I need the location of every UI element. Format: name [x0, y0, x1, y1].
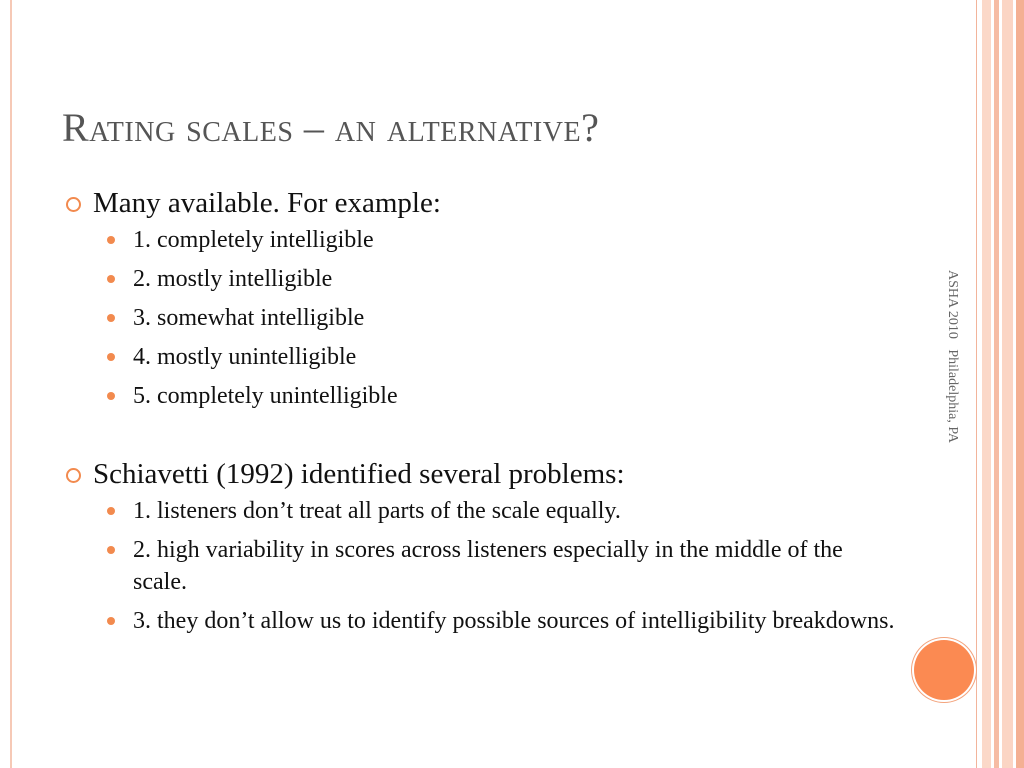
right-decorative-stripes — [976, 0, 1024, 768]
spacer — [66, 419, 896, 453]
list-item — [107, 380, 896, 412]
slide-title: Rating scales – an alternative? — [62, 105, 600, 150]
dot-bullet-icon — [107, 546, 115, 554]
bullet-text: Schiavetti (1992) identified several problems: — [93, 458, 625, 490]
ring-bullet-icon — [66, 197, 81, 212]
list-item — [107, 605, 896, 637]
problems-list — [66, 495, 896, 637]
list-item — [107, 495, 896, 527]
list-item-text: 5. completely unintelligible — [133, 383, 398, 409]
list-item-text: 1. listeners don’t treat all parts of the scale equally. — [133, 498, 621, 524]
left-border-line — [10, 0, 12, 768]
dot-bullet-icon — [107, 507, 115, 515]
list-item-text: 4. mostly unintelligible — [133, 344, 357, 370]
stripe — [976, 0, 977, 768]
list-item-text: 2. high variability in scores across listeners especially in the middle of the scale. — [133, 537, 843, 595]
dot-bullet-icon — [107, 275, 115, 283]
footer-vertical-label: ASHA 2010 Philadelphia, PA — [945, 270, 960, 443]
dot-bullet-icon — [107, 314, 115, 322]
list-item — [107, 263, 896, 295]
bullet-schiavetti — [66, 453, 896, 495]
stripe — [1002, 0, 1013, 768]
list-item-text: 2. mostly intelligible — [133, 266, 333, 292]
dot-bullet-icon — [107, 617, 115, 625]
bullet-text: Many available. For example: — [93, 187, 441, 219]
stripe — [1016, 0, 1024, 768]
list-item — [107, 534, 896, 598]
list-item-text: 1. completely intelligible — [133, 227, 374, 253]
list-item-text: 3. they don’t allow us to identify possible sources of intelligibility breakdowns. — [133, 608, 895, 634]
dot-bullet-icon — [107, 236, 115, 244]
ring-bullet-icon — [66, 468, 81, 483]
decorative-circle — [914, 640, 974, 700]
dot-bullet-icon — [107, 353, 115, 361]
stripe — [982, 0, 991, 768]
bullet-many-available — [66, 182, 896, 224]
list-item — [107, 302, 896, 334]
slide-content — [66, 182, 896, 644]
list-item — [107, 341, 896, 373]
list-item — [107, 224, 896, 256]
stripe — [994, 0, 999, 768]
rating-scale-list — [66, 224, 896, 412]
list-item-text: 3. somewhat intelligible — [133, 305, 365, 331]
dot-bullet-icon — [107, 392, 115, 400]
